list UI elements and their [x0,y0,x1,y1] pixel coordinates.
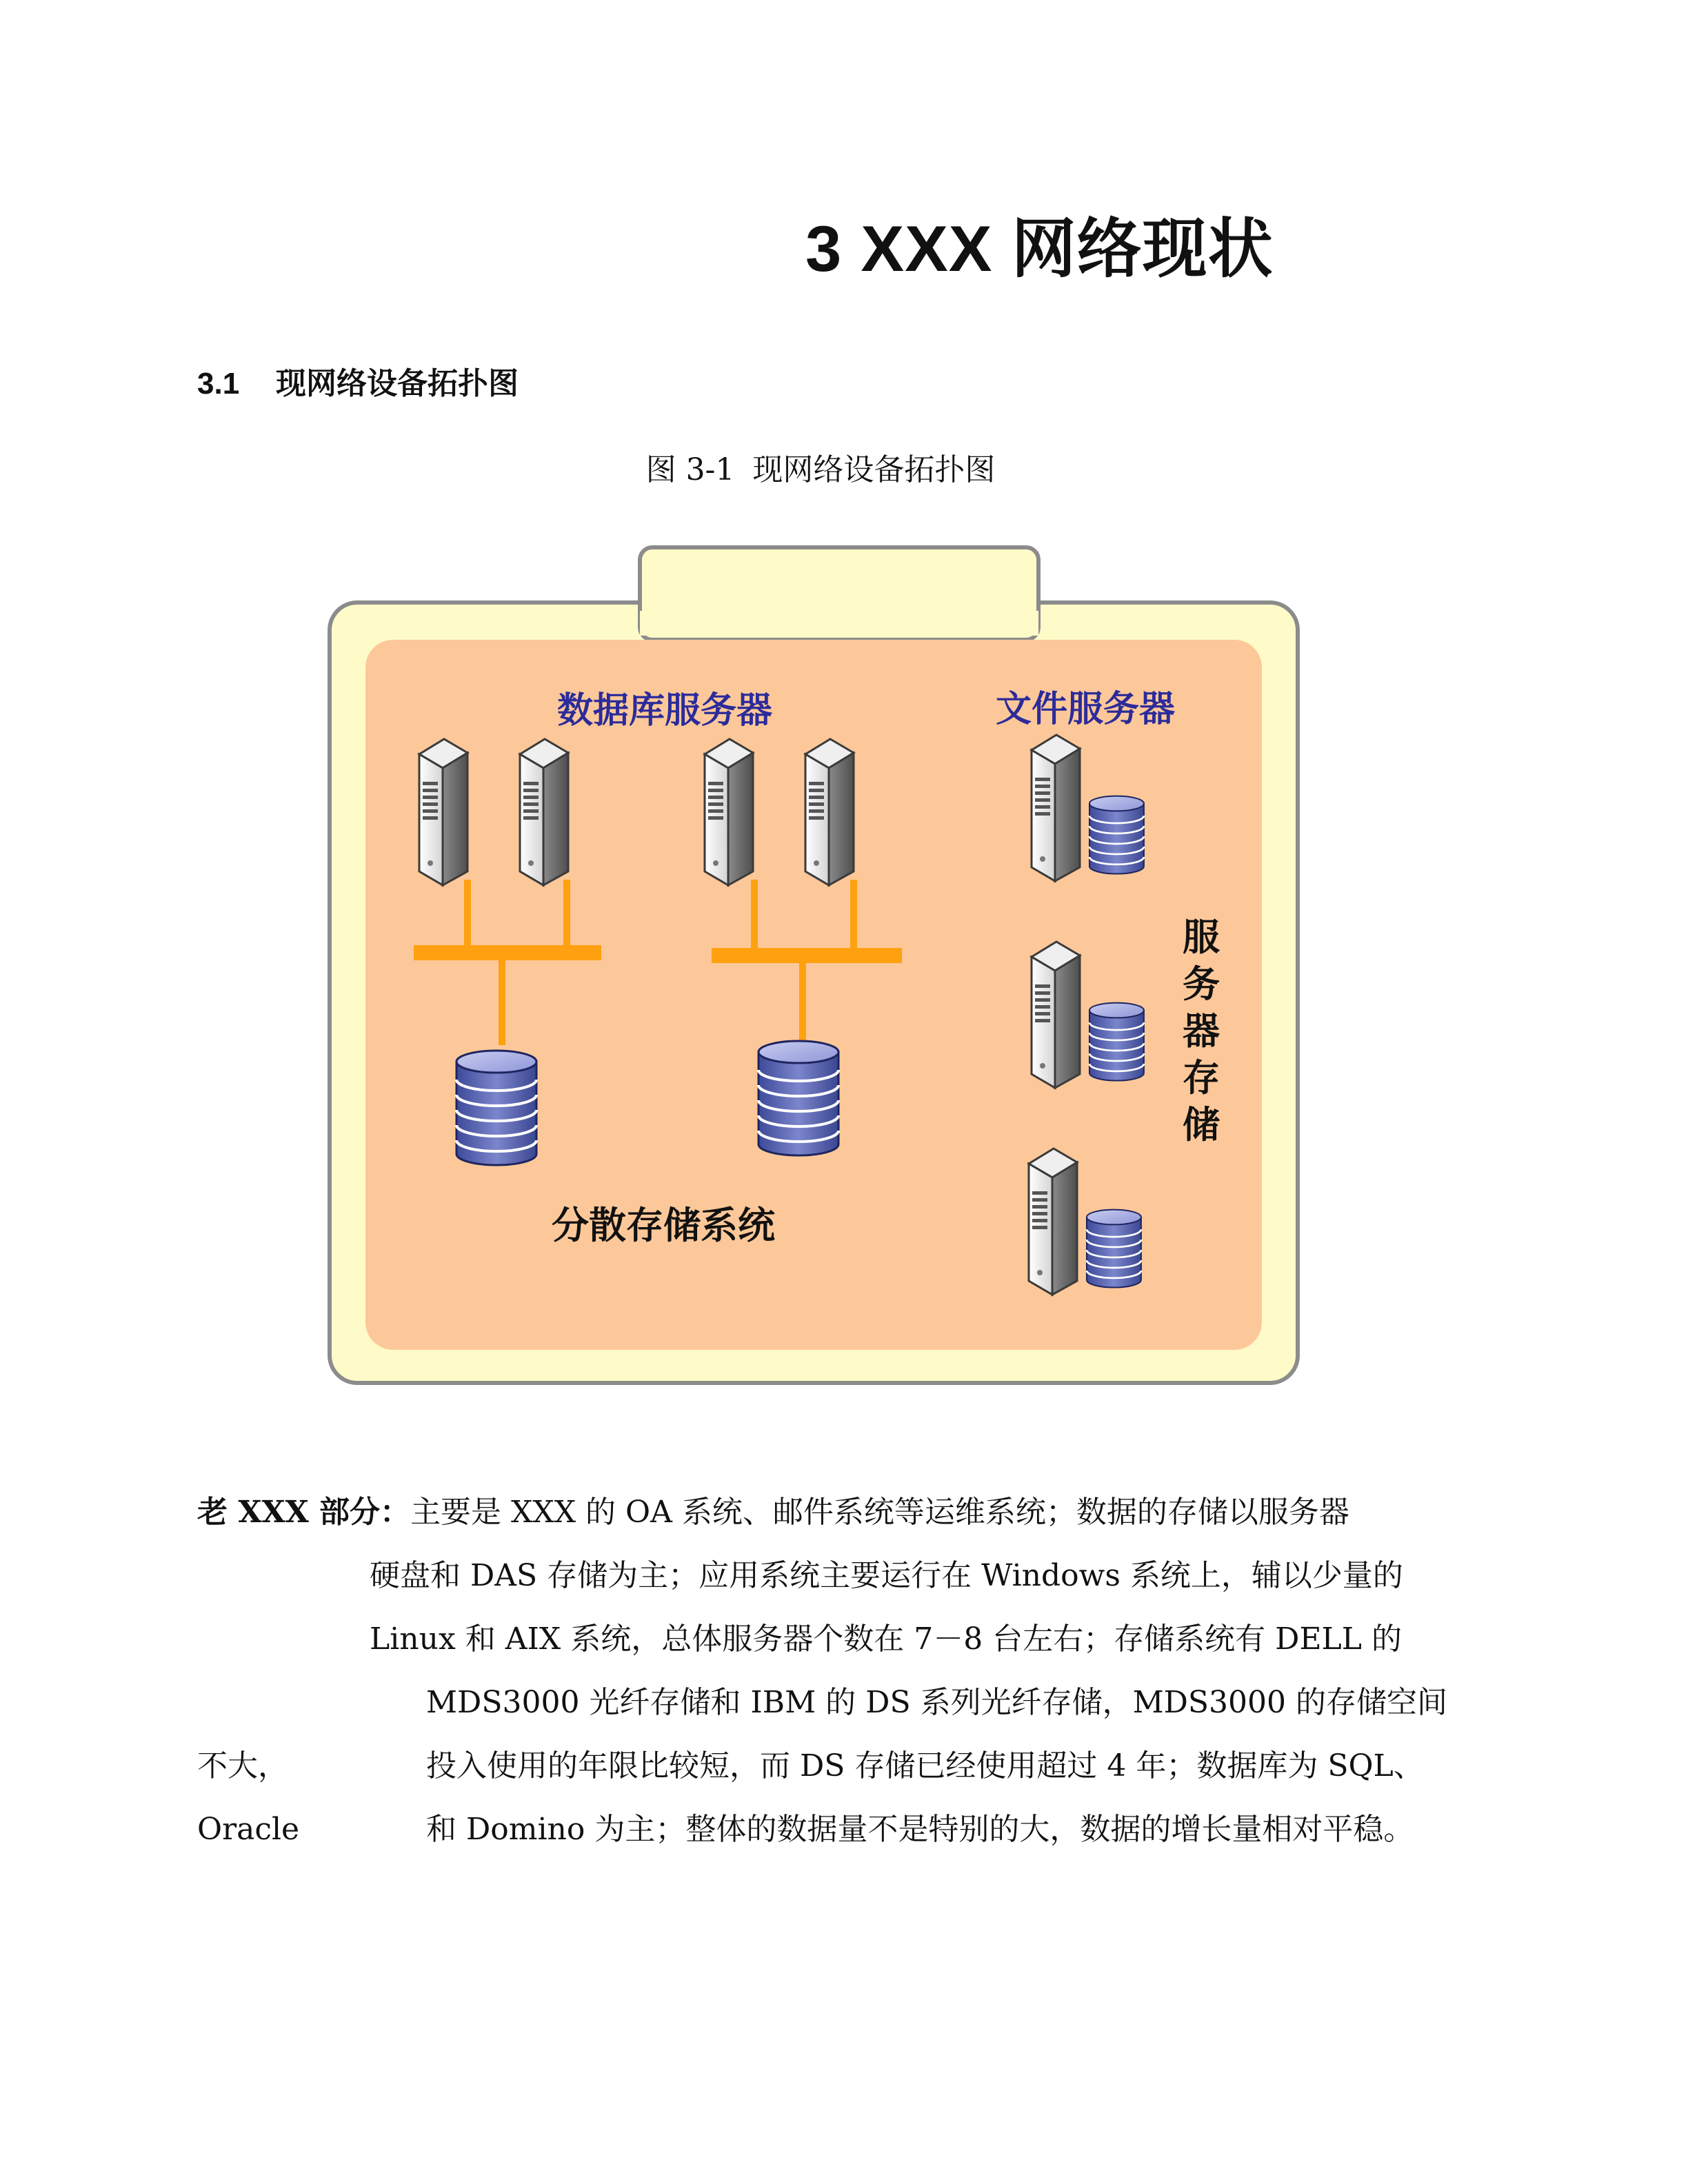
paragraph-line-5: 投入使用的年限比较短，而 DS 存储已经使用超过 4 年；数据库为 SQL、 [426,1748,1424,1783]
server-storage-char: 储 [1183,1103,1220,1146]
db-server-icon [419,739,468,885]
figure-caption-text: 现网络设备拓扑图 [752,452,996,487]
storage-disk-icon [456,1051,536,1165]
section-heading [197,358,519,403]
figure-caption [0,445,1641,489]
storage-disk-icon [758,1041,838,1155]
db-server-icon [805,739,854,885]
paragraph-line-2: 硬盘和 DAS 存储为主；应用系统主要运行在 Windows 系统上，辅以少量的 [370,1558,1403,1593]
server-storage-label [1183,916,1220,1146]
network-topology-diagram [324,542,1303,1397]
paragraph-lead: 老 XXX 部分： [197,1495,411,1530]
file-servers-label: 文件服务器 [995,689,1176,730]
db-server-icon [520,739,568,885]
paragraph-line-6: 和 Domino 为主；整体的数据量不是特别的大，数据的增长量相对平稳。 [426,1812,1414,1847]
paragraph-line-4: MDS3000 光纤存储和 IBM 的 DS 系列光纤存储，MDS3000 的存储空间 [426,1685,1448,1720]
paragraph-line-3: Linux 和 AIX 系统，总体服务器个数在 7－8 台左右；存储系统有 DELL 的 [370,1621,1402,1657]
db-server-icon [705,739,753,885]
section-title: 现网络设备拓扑图 [276,367,519,401]
distributed-storage-label: 分散存储系统 [552,1204,775,1247]
server-storage-char: 服 [1183,916,1220,959]
server-storage-char: 务 [1183,962,1220,1006]
server-storage-char: 器 [1183,1009,1220,1053]
paragraph-line-5-left: 不大， [197,1748,288,1783]
server-storage-char: 存 [1183,1056,1220,1100]
chapter-title: 3 XXX 网络现状 [805,212,1274,285]
paragraph-line-1: 老 XXX 部分：主要是 XXX 的 OA 系统、邮件系统等运维系统；数据的存储以服务器 [197,1495,1349,1530]
paragraph-line-6-left: Oracle [197,1812,300,1847]
figure-label: 图 3-1 [645,452,735,487]
db-servers-label: 数据库服务器 [556,690,773,731]
section-number: 3.1 [197,367,240,401]
